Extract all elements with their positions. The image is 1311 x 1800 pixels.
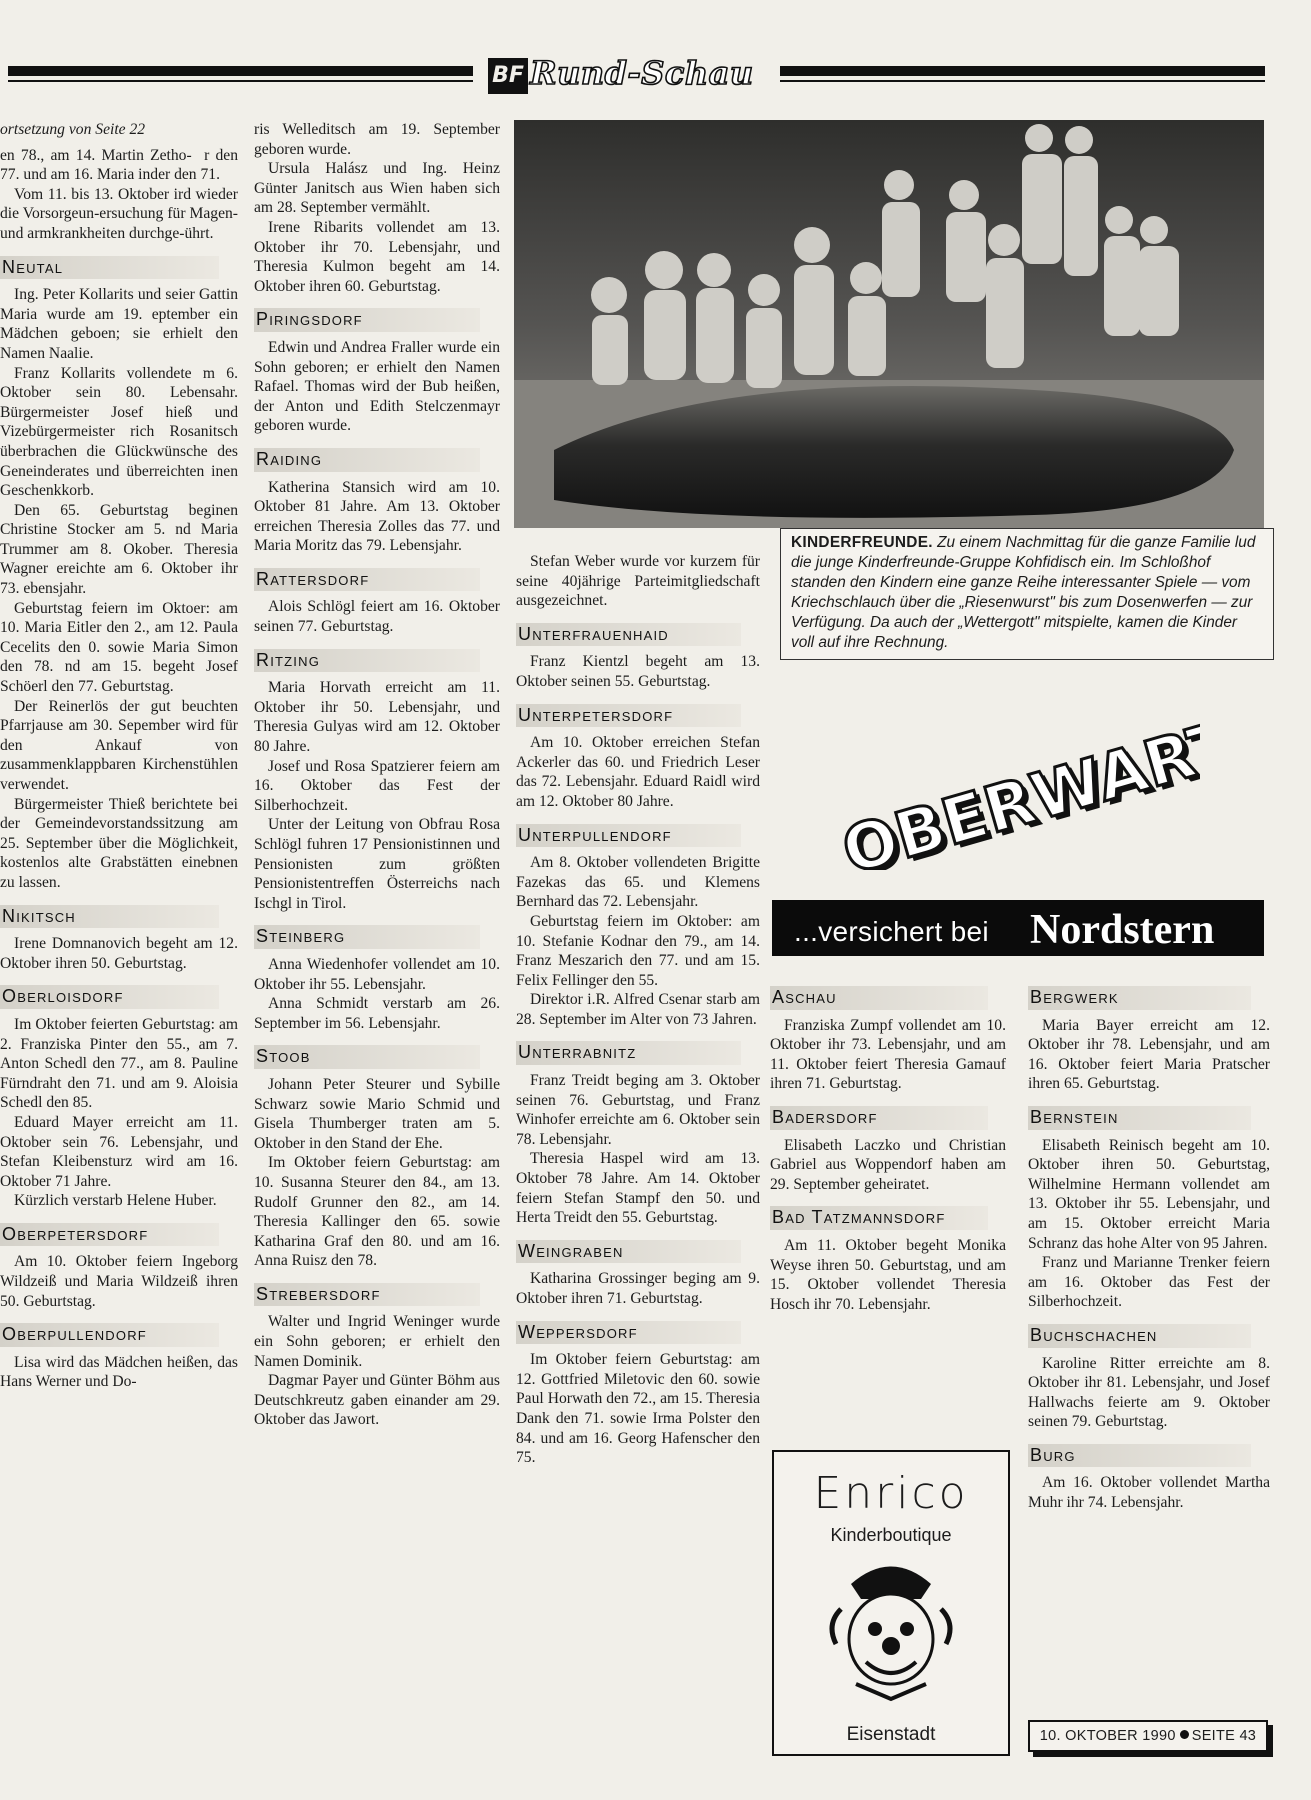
paragraph: Anna Schmidt verstarb am 26. September im 56. Lebensjahr.: [254, 995, 500, 1032]
heading-neutal: Neutal: [0, 256, 219, 280]
paragraph: Im Oktober feierten Geburtstag: am 2. Franziska Pinter den 55., am 7. Anton Schedl den 77., am 8. Pauline Fürndraht den 71. und am 9. Aloisia Schedl den 85.: [0, 1015, 238, 1112]
paragraph: Franz und Marianne Trenker feiern am 16. Oktober das Fest der Silberhochzeit.: [1028, 1254, 1270, 1311]
heading-steinberg: Steinberg: [254, 925, 480, 949]
children-photo: [514, 120, 1264, 528]
oberwart-title: OBERWART: [834, 710, 1200, 870]
masthead-title: Rund-Schau: [530, 54, 754, 92]
enrico-name: Enrico: [813, 1468, 969, 1519]
masthead: [0, 54, 1270, 104]
paragraph: Franz Kollarits vollendete m 6. Oktober sein 80. Lebensahr. Bürgermeister Josef hieß und Vizebürgermeister rich Rosanitsch überbrachen die Glückwünsche des Geneinderates und überreichten inen Geschenkkorb.: [0, 364, 238, 500]
enrico-ad: [772, 1450, 1010, 1756]
paragraph: Lisa wird das Mädchen heißen, das Hans Werner und Do-: [0, 1353, 238, 1391]
caption-text: Zu einem Nachmittag für die ganze Familie lud die junge Kinderfreunde-Gruppe Kohfidisch ein. Im Schloßhof standen den Kindern eine ganze Reihe interessanter Spiele — vom Kriechschlauch über die „Riesenwurst" bis zum Dosenwerfen — zur Verfügung. Da auch der „Wettergott" mitspielte, kamen die Kinder voll auf ihre Rechnung.: [791, 534, 1256, 651]
paragraph: Franziska Zumpf vollendet am 10. Oktober ihr 73. Lebensjahr, und am 11. Oktober feiert Theresia Gamauf ihren 71. Geburtstag.: [770, 1016, 1006, 1093]
paragraph: Josef und Rosa Spatzierer feiern am 16. Oktober das Fest der Silberhochzeit.: [254, 757, 500, 814]
heading-weingraben: Weingraben: [516, 1240, 741, 1264]
heading-aschau: Aschau: [770, 986, 988, 1010]
masthead-rule-left: [8, 66, 473, 76]
heading-burg: Burg: [1028, 1444, 1251, 1468]
column-2: [254, 120, 500, 1430]
paragraph: Franz Treidt beging am 3. Oktober seinen 76. Geburtstag, und Franz Winhofer erreichte am 6. Oktober sein 78. Lebensjahr.: [516, 1072, 760, 1148]
heading-bad-tatzmannsdorf: Bad Tatzmannsdorf: [770, 1206, 988, 1230]
paragraph: Kürzlich verstarb Helene Huber.: [14, 1192, 217, 1210]
paragraph: Irene Ribarits vollendet am 13. Oktober ihr 70. Lebensjahr, und Theresia Kulmon begeht am 14. Oktober ihren 60. Geburtstag.: [254, 218, 500, 295]
paragraph: Im Oktober feiern Geburtstag: am 12. Gottfried Miletovic den 60. sowie Paul Horwath den 72., am 15. Theresia Dank den 71. sowie Irma Polster den 84. und am 16. Georg Hafenscher den 75.: [516, 1351, 760, 1467]
heading-buchschachen: Buchschachen: [1028, 1324, 1251, 1348]
enrico-subtitle: Kinderboutique: [830, 1525, 952, 1545]
masthead-logo: BF: [488, 58, 528, 94]
masthead-thin-rule-left: [8, 80, 473, 82]
continuation-note: ortsetzung von Seite 22: [0, 121, 146, 138]
paragraph: Unter der Leitung von Obfrau Rosa Schlögl fuhren 17 Pensionistinnen und Pensionisten zum größten Pensionistentreffen Österreichs nach Ischgl in Tirol.: [254, 816, 500, 912]
heading-weppersdorf: Weppersdorf: [516, 1321, 741, 1345]
paragraph: Katharina Grossinger beging am 9. Oktober ihren 71. Geburtstag.: [516, 1270, 760, 1307]
clown-icon: [811, 1554, 971, 1704]
nordstern-prefix: ...versichert bei: [794, 916, 989, 947]
paragraph: Geburtstag feiern im Oktober: am 10. Stefanie Kodnar den 79., am 14. Franz Meszarich den 77. und am 15. Felix Fellinger den 55.: [516, 912, 760, 989]
paragraph: Elisabeth Laczko und Christian Gabriel aus Woppendorf haben am 29. September geheiratet.: [770, 1136, 1006, 1193]
paragraph: en 78., am 14. Martin Zetho- r den 77. und am 16. Maria inder den 71.: [0, 146, 238, 184]
column-1: [0, 120, 238, 1392]
oberwart-shadow: OBERWART: [839, 710, 1200, 870]
paragraph: Karoline Ritter erreichte am 8. Oktober ihr 81. Lebensjahr, und Josef Hallwachs feierte am 9. Oktober seinen 79. Geburtstag.: [1028, 1354, 1270, 1431]
photo-illustration: [514, 120, 1264, 528]
nordstern-brand: Nordstern: [1030, 907, 1215, 953]
page-footer: [1028, 1720, 1268, 1752]
paragraph: Stefan Weber wurde vor kurzem für seine 40jährige Parteimitgliedschaft ausgezeichnet.: [516, 553, 760, 610]
paragraph: Walter und Ingrid Weninger wurde ein Sohn geboren; er erhielt den Namen Dominik.: [254, 1313, 500, 1370]
paragraph: Ing. Peter Kollarits und seier Gattin Maria wurde am 19. eptember ein Mädchen geboen; sie erhielt den Namen Naalie.: [0, 286, 238, 362]
heading-oberloisdorf: Oberloisdorf: [0, 985, 219, 1009]
paragraph: Katherina Stansich wird am 10. Oktober 81 Jahre. Am 13. Oktober erreichen Theresia Zolles das 77. und Maria Moritz das 79. Lebensjahr.: [254, 478, 500, 555]
enrico-city: Eisenstadt: [846, 1724, 936, 1745]
paragraph: Am 8. Oktober vollendeten Brigitte Fazekas das 65. und Klemens Bernhard das 72. Lebensjahr.: [516, 854, 760, 911]
caption-lead: KINDERFREUNDE.: [791, 534, 933, 551]
paragraph: Den 65. Geburtstag beginen Christine Stocker am 5. nd Maria Trummer am 8. Okober. Theresia Wagner ereichte am 6. Oktober ihr 73. ebensjahr.: [0, 501, 238, 598]
paragraph: Vom 11. bis 13. Oktober ird wieder die Vorsorgeun-ersuchung für Magen- und armkrankheiten durchge-ührt.: [0, 185, 238, 242]
paragraph: Maria Horvath erreicht am 11. Oktober ihr 50. Lebensjahr, und Theresia Gulyas wird am 12. Oktober 80 Jahre.: [254, 679, 500, 756]
heading-ritzing: Ritzing: [254, 649, 480, 673]
paragraph: Maria Bayer erreicht am 12. Oktober ihr 78. Lebensjahr, und am 16. Oktober feiert Maria Pratscher ihren 65. Geburtstag.: [1028, 1016, 1270, 1093]
heading-unterpullendorf: Unterpullendorf: [516, 824, 741, 848]
paragraph: Am 10. Oktober feiern Ingeborg Wildzeiß und Maria Wildzeiß ihren 50. Geburtstag.: [0, 1253, 238, 1310]
oberwart-banner: [800, 710, 1200, 870]
paragraph: Dagmar Payer und Günter Böhm aus Deutschkreutz gaben einander am 29. Oktober das Jawort.: [254, 1372, 500, 1429]
bullet-icon: [1180, 1730, 1189, 1739]
heading-strebersdorf: Strebersdorf: [254, 1283, 480, 1307]
nordstern-ad: [772, 900, 1264, 956]
paragraph: Am 16. Oktober vollendet Martha Muhr ihr 74. Lebensjahr.: [1028, 1474, 1270, 1512]
column-4: [770, 986, 1006, 1314]
heading-oberpetersdorf: Oberpetersdorf: [0, 1223, 219, 1247]
heading-bergwerk: Bergwerk: [1028, 986, 1251, 1010]
paragraph: Franz Kientzl begeht am 13. Oktober seinen 55. Geburtstag.: [516, 653, 760, 690]
paragraph: Im Oktober feiern Geburtstag: am 10. Susanna Steurer den 84., am 13. Rudolf Grunner den 82., am 14. Theresia Kallinger den 65. sowie Katharina Graf den 80. und am 16. Anna Ruisz den 78.: [254, 1154, 500, 1270]
masthead-thin-rule-right: [780, 80, 1265, 82]
heading-piringsdorf: Piringsdorf: [254, 308, 480, 332]
paragraph: Irene Domnanovich begeht am 12. Oktober ihren 50. Geburtstag.: [0, 935, 238, 972]
oberwart-logo: [800, 710, 1200, 870]
column-3: [516, 552, 760, 1468]
paragraph: Edwin und Andrea Fraller wurde ein Sohn geboren; er erhielt den Namen Rafael. Thomas wird der Bub heißen, der Anton und Edith Stelczenmayr geboren wurde.: [254, 338, 500, 435]
heading-nikitsch: Nikitsch: [0, 905, 219, 929]
paragraph: Johann Peter Steurer und Sybille Schwarz sowie Mario Schmid und Gisela Thumberger traten am 5. Oktober in den Stand der Ehe.: [254, 1075, 500, 1152]
paragraph: ris Welleditsch am 19. September geboren wurde.: [254, 121, 500, 158]
paragraph: Am 11. Oktober begeht Monika Weyse ihren 50. Geburtstag, und am 15. Oktober vollendet Theresia Hosch ihr 70. Lebensjahr.: [770, 1236, 1006, 1313]
masthead-rule-right: [780, 66, 1265, 76]
paragraph: Bürgermeister Thieß berichtete bei der Gemeindevorstandssitzung am 25. September über die Möglichkeit, kostenlos alte Grabstätten einebnen zu lassen.: [0, 795, 238, 891]
paragraph: Ursula Halász und Ing. Heinz Günter Janitsch aus Wien haben sich am 28. September vermählt.: [254, 160, 500, 217]
heading-stoob: Stoob: [254, 1045, 480, 1069]
heading-unterrabnitz: Unterrabnitz: [516, 1041, 741, 1065]
paragraph: Anna Wiedenhofer vollendet am 10. Oktober ihr 55. Lebensjahr.: [254, 955, 500, 993]
paragraph: Theresia Haspel wird am 13. Oktober 78 Jahre. Am 14. Oktober feiern Stefan Stampf den 50. und Herta Treidt den 55. Geburtstag.: [516, 1150, 760, 1227]
heading-bernstein: Bernstein: [1028, 1106, 1251, 1130]
paragraph: Der Reinerlös der gut beuchten Pfarrjause am 30. Sepember wird für den Ankauf von zusammenklappbaren Kirchenstühlen verwendet.: [0, 697, 238, 793]
heading-rattersdorf: Rattersdorf: [254, 568, 480, 592]
paragraph: Direktor i.R. Alfred Csenar starb am 28. September im Alter von 73 Jahren.: [516, 991, 760, 1028]
footer-date: 10. OKTOBER 1990: [1039, 1728, 1176, 1744]
paragraph: Am 10. Oktober erreichen Stefan Ackerler das 60. und Friedrich Leser das 72. Lebensjahr. Eduard Raidl wird am 12. Oktober 80 Jahre.: [516, 734, 760, 810]
paragraph: Eduard Mayer erreicht am 11. Oktober sein 76. Lebensjahr, und Stefan Kleibensturz wird am 16. Oktober 71 Jahre.: [0, 1113, 238, 1190]
photo-caption: [780, 528, 1274, 660]
footer-page: SEITE 43: [1191, 1728, 1257, 1744]
heading-raiding: Raiding: [254, 448, 480, 472]
paragraph: Alois Schlögl feiert am 16. Oktober seinen 77. Geburtstag.: [254, 598, 500, 636]
heading-oberpullendorf: Oberpullendorf: [0, 1323, 219, 1347]
heading-badersdorf: Badersdorf: [770, 1106, 988, 1130]
heading-unterfrauenhaid: Unterfrauenhaid: [516, 623, 741, 647]
paragraph: Geburtstag feiern im Oktoer: am 10. Maria Eitler den 2., am 12. Paula Cecelits den 0. sowie Maria Simon den 78. nd am 15. begeht Josef Schöerl den 77. Geburtstag.: [0, 599, 238, 696]
column-5: [1028, 986, 1270, 1513]
heading-unterpetersdorf: Unterpetersdorf: [516, 704, 741, 728]
paragraph: Elisabeth Reinisch begeht am 10. Oktober ihren 50. Geburtstag, Wilhelmine Hermann vollendet am 13. Oktober ihr 55. Lebensjahr, und am 15. Oktober erreicht Maria Schranz das hohe Alter von 95 Jahren.: [1028, 1136, 1270, 1252]
